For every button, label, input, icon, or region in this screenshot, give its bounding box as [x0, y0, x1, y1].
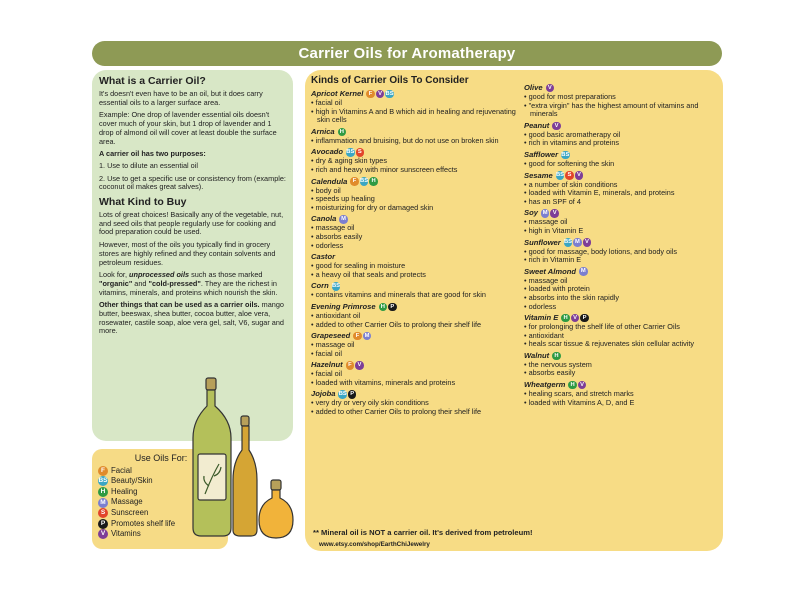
- oil-name: Sunflower: [524, 237, 561, 247]
- badge-s: S: [356, 148, 365, 157]
- badge-v: V: [355, 361, 364, 370]
- badge-bs: BS: [331, 283, 340, 290]
- oil-bullet: • loaded with protein: [524, 284, 590, 294]
- oil-name-row: [311, 89, 521, 99]
- oil-name: Peanut: [524, 120, 550, 130]
- oil-bullet: • massage oil: [524, 275, 568, 285]
- badge-bs: BS: [360, 178, 369, 185]
- legend-label: Vitamins: [111, 529, 141, 539]
- oil-badges: [556, 171, 585, 180]
- oil-entry: [311, 302, 521, 329]
- badge-v: V: [578, 381, 587, 390]
- refined-paragraph: However, most of the oils you typically find in grocery stores are highly refined and they contain solvents and petroleum residues.: [99, 240, 276, 267]
- shop-url: www.etsy.com/shop/EarthChiJewelry: [319, 541, 430, 548]
- oil-name: Sesame: [524, 170, 553, 180]
- badge-v: V: [376, 90, 385, 99]
- oil-bullet: • dry & aging skin types: [311, 156, 387, 166]
- badge-f: F: [98, 466, 108, 476]
- badge-v: V: [583, 238, 592, 247]
- purpose-1: 1. Use to dilute an essential oil: [99, 160, 198, 170]
- oil-badges: [561, 314, 590, 323]
- oil-bullet: • good for most preparations: [524, 92, 616, 101]
- badge-v: V: [550, 209, 559, 218]
- badge-bs: BS: [563, 239, 572, 246]
- oil-bullet: • antioxidant: [524, 330, 564, 340]
- oil-entry: [311, 147, 521, 174]
- oil-bottles-illustration: [185, 376, 305, 544]
- oil-bullet: • loaded with Vitamin E, minerals, and proteins: [524, 188, 675, 198]
- oil-bullet: • moisturizing for dry or damaged skin: [311, 202, 434, 212]
- badge-v: V: [546, 84, 555, 93]
- oil-entry: [311, 252, 521, 279]
- oil-bullet: • absorbs easily: [524, 368, 576, 378]
- badge-p: P: [348, 390, 357, 399]
- oil-badges: [546, 84, 556, 93]
- oil-entry: [524, 238, 720, 265]
- legend-label: Beauty/Skin: [111, 476, 153, 486]
- purposes-title: A carrier oil has two purposes:: [99, 149, 206, 159]
- oil-bullet: • very dry or very oily skin conditions: [311, 398, 429, 408]
- oil-bullet: • body oil: [311, 185, 341, 195]
- oil-name: Avocado: [311, 147, 344, 157]
- oil-bullet: • added to other Carrier Oils to prolong their shelf life: [311, 407, 482, 417]
- oil-entry: [524, 208, 720, 235]
- badge-h: H: [338, 128, 347, 137]
- oil-entry: [311, 331, 521, 358]
- page-title: Carrier Oils for Aromatherapy: [92, 41, 722, 66]
- kinds-header: Kinds of Carrier Oils To Consider: [311, 75, 469, 86]
- oil-badges: [350, 177, 379, 186]
- oil-bullet: • absorbs into the skin rapidly: [524, 292, 620, 302]
- oil-bullet: • facial oil: [311, 369, 342, 379]
- heading-what-to-buy: What Kind to Buy: [99, 196, 187, 209]
- badge-h: H: [561, 314, 570, 323]
- oil-name: Corn: [311, 281, 329, 291]
- oil-bullet: • inflammation and bruising, but do not use on broken skin: [311, 135, 499, 145]
- heading-what-is: What is a Carrier Oil?: [99, 75, 206, 87]
- badge-m: M: [98, 498, 108, 508]
- oil-badges: [338, 128, 348, 137]
- oil-badges: [338, 390, 357, 399]
- oil-name: Jojoba: [311, 389, 336, 399]
- oil-name: Evening Primrose: [311, 301, 376, 311]
- badge-m: M: [575, 239, 580, 246]
- oil-bullet: • speeds up healing: [311, 194, 375, 204]
- oil-bullet: • absorbs easily: [311, 231, 363, 241]
- badge-s: S: [98, 508, 108, 518]
- badge-m: M: [580, 268, 586, 275]
- badge-f: F: [353, 332, 362, 341]
- legend-label: Facial: [111, 465, 132, 475]
- oil-bullet: • good for massage, body lotions, and body oils: [524, 246, 678, 256]
- badge-h: H: [568, 381, 577, 390]
- badge-v: V: [552, 122, 561, 131]
- choices-paragraph: Lots of great choices! Basically any of the vegetable, nut, and seed oils that people regularly use for cooking and food preparation could be used.: [99, 210, 284, 237]
- oil-bullet: • loaded with Vitamins A, D, and E: [524, 397, 635, 407]
- oil-bullet: • healing scars, and stretch marks: [524, 389, 634, 399]
- oil-bullet: • for prolonging the shelf life of other Carrier Oils: [524, 322, 680, 332]
- oil-badges: [346, 361, 365, 370]
- oil-badges: [568, 381, 587, 390]
- legend-label: Promotes shelf life: [111, 518, 176, 528]
- oil-bullet: • good for softening the skin: [524, 158, 615, 168]
- legend-label: Massage: [111, 497, 143, 507]
- oil-bullet: • good basic aromatherapy oil: [524, 129, 621, 139]
- oil-name: Grapeseed: [311, 331, 351, 341]
- oil-badges: [366, 90, 395, 99]
- oil-bullet: • high in Vitamin E: [524, 225, 584, 235]
- oil-entry: [524, 150, 720, 169]
- oil-badges: [353, 332, 372, 341]
- badge-bs: BS: [98, 477, 108, 485]
- oil-name: Olive: [524, 83, 543, 92]
- oil-name: Castor: [311, 252, 336, 262]
- oil-badges: [379, 303, 398, 312]
- badge-h: H: [98, 487, 108, 497]
- oil-bullet: • facial oil: [311, 98, 342, 107]
- intro-paragraph: It's doesn't even have to be an oil, but it does carry essential oils to a larger surface area.: [99, 89, 263, 107]
- oil-entry: [311, 89, 521, 125]
- oil-entry: [311, 389, 521, 416]
- badge-v: V: [98, 529, 108, 539]
- oil-badges: [579, 267, 589, 276]
- oils-panel: [305, 70, 723, 551]
- badge-v: V: [575, 171, 584, 180]
- oil-bullet: • rich in vitamins and proteins: [524, 138, 620, 148]
- oil-bullet: • rich and heavy with minor sunscreen effects: [311, 164, 458, 174]
- oil-entry: [311, 177, 521, 213]
- oil-badges: [552, 352, 562, 361]
- oil-bullet: • has an SPF of 4: [524, 196, 581, 206]
- badge-bs: BS: [338, 391, 347, 398]
- oil-bullet: • a heavy oil that seals and protects: [311, 269, 426, 279]
- oil-bullet: • a number of skin conditions: [524, 179, 618, 189]
- oil-badges: [346, 148, 365, 157]
- oil-bullet: • massage oil: [311, 340, 355, 350]
- oil-bullet: • massage oil: [524, 217, 568, 227]
- badge-m: M: [341, 216, 346, 223]
- badge-h: H: [369, 177, 378, 186]
- other-things-paragraph: Other things that can be used as a carrier oils. mango butter, beeswax, shea butter, cocoa butter, aloe vera, rosewater, castile soap, aloe vera gel, salt, V6, sugar and more.: [99, 300, 284, 336]
- oil-bullet: • odorless: [524, 301, 557, 311]
- oil-name: Wheatgerm: [524, 380, 566, 390]
- example-paragraph: Example: One drop of lavender essential oils doesn't cover much of your skin, but 1 drop of lavender and 1 drop of almond oil will cover at least double the surface area.: [99, 110, 277, 146]
- oil-badges: [332, 282, 342, 291]
- oil-entry: [524, 83, 720, 119]
- unprocessed-paragraph: Look for, unprocessed oils such as those marked "organic" and "cold-pressed". They are the richest in vitamins, minerals, and proteins which nourish the skin.: [99, 270, 278, 297]
- oil-badges: [564, 238, 593, 247]
- oil-bullet: • contains vitamins and minerals that are good for skin: [311, 290, 486, 300]
- oil-name: Sweet Almond: [524, 266, 577, 276]
- badge-bs: BS: [385, 90, 394, 97]
- legend-label: Healing: [111, 486, 138, 496]
- badge-p: P: [580, 314, 589, 323]
- oil-badges: [541, 209, 560, 218]
- oil-bullet: • added to other Carrier Oils to prolong their shelf life: [311, 319, 482, 329]
- oil-entry: [311, 360, 521, 387]
- badge-h: H: [379, 303, 388, 312]
- oil-entry: [524, 267, 720, 311]
- oil-name: Apricot Kernel: [311, 89, 364, 98]
- oil-badges: [552, 122, 562, 131]
- oil-bullet: • loaded with vitamins, minerals and proteins: [311, 377, 456, 387]
- badge-bs: BS: [346, 149, 355, 156]
- badge-p: P: [98, 519, 108, 529]
- oil-bullet: • rich in Vitamin E: [524, 255, 582, 265]
- oil-bullet: • heals scar tissue & rejuvenates skin cellular activity: [524, 339, 695, 349]
- oil-name: Arnica: [311, 126, 335, 136]
- badge-bs: BS: [561, 151, 570, 158]
- badge-s: S: [565, 171, 574, 180]
- oils-column-1: [311, 75, 521, 419]
- oil-name: Canola: [311, 214, 337, 224]
- oil-name: Calendula: [311, 176, 348, 186]
- oil-name-row: [311, 177, 521, 187]
- badge-p: P: [388, 303, 397, 312]
- oil-name: Walnut: [524, 350, 550, 360]
- badge-m: M: [542, 210, 548, 217]
- oil-name: Vitamin E: [524, 313, 559, 323]
- badge-m: M: [364, 332, 370, 339]
- oil-entry: [524, 121, 720, 148]
- oil-bullet: • "extra virgin" has the highest amount of vitamins and minerals: [524, 100, 699, 119]
- oils-column-2: [524, 83, 720, 409]
- oil-bullet: • the nervous system: [524, 359, 592, 369]
- legend-title: Use Oils For:: [134, 453, 188, 463]
- oil-bullet: • high in Vitamins A and B which aid in healing and rejuvenating skin cells: [311, 106, 516, 125]
- badge-f: F: [366, 90, 375, 99]
- badge-f: F: [350, 177, 359, 186]
- oil-badges: [339, 215, 349, 224]
- purpose-2: 2. Use to get a specific use or consistency from (example: coconut oil makes great salves).: [99, 173, 286, 192]
- legend-label: Sunscreen: [111, 507, 149, 517]
- oil-bullet: • facial oil: [311, 348, 342, 358]
- oil-bullet: • good for sealing in moisture: [311, 261, 406, 271]
- badge-v: V: [571, 314, 580, 323]
- oil-name: Safflower: [524, 149, 559, 159]
- oil-entry: [311, 214, 521, 250]
- oil-bullet: • massage oil: [311, 223, 355, 233]
- oil-entry: [311, 281, 521, 300]
- badge-bs: BS: [555, 172, 564, 179]
- oil-name-row: [311, 360, 521, 370]
- oil-entry: [524, 313, 720, 349]
- oil-entry: [524, 351, 720, 378]
- oil-entry: [524, 380, 720, 407]
- oil-entry: [524, 171, 720, 207]
- mineral-oil-note: ** Mineral oil is NOT a carrier oil. It's derived from petroleum!: [313, 528, 533, 537]
- badge-f: F: [346, 361, 355, 370]
- oil-entry: [311, 127, 521, 146]
- badge-h: H: [552, 352, 561, 361]
- oil-name: Hazelnut: [311, 360, 343, 370]
- oil-bullet: • antioxidant oil: [311, 310, 361, 320]
- oil-name: Soy: [524, 208, 538, 218]
- oil-bullet: • odorless: [311, 240, 344, 250]
- oil-badges: [561, 151, 571, 160]
